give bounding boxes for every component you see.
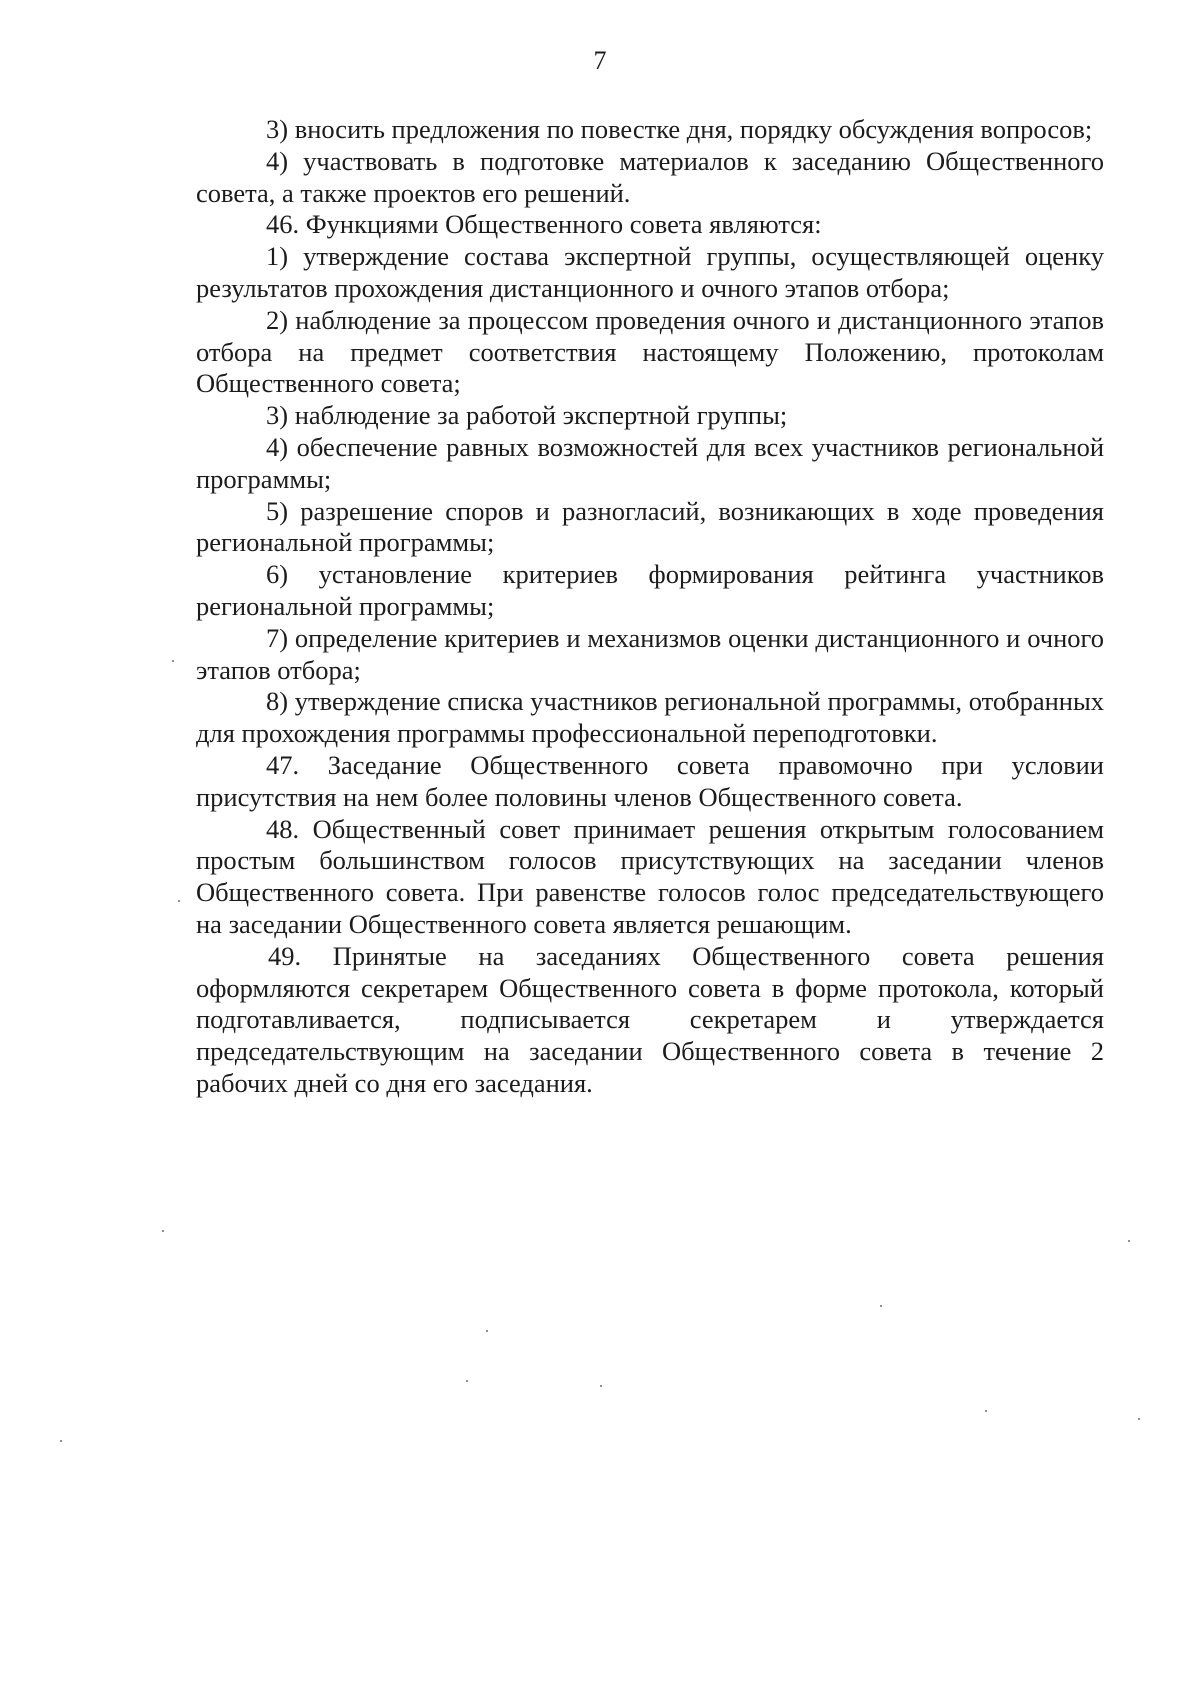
scan-speck — [466, 1380, 468, 1382]
paragraph-section-46-functions: 46. Функциями Общественного совета являются: — [266, 209, 822, 240]
paragraph-section-48-voting: 48. Общественный совет принимает решения открытым голосованием простым большинством голосов присутствующих на заседании членов Общественного совета. При равенстве голосов голос председательствующего на заседании Общественного совета является решающим. — [196, 813, 1104, 939]
scan-speck — [1138, 1418, 1140, 1420]
scan-speck — [600, 1385, 602, 1387]
paragraph-function-5: 5) разрешение споров и разногласий, возникающих в ходе проведения региональной программы; — [196, 495, 1104, 558]
scan-speck — [178, 900, 180, 902]
paragraph-function-6: 6) установление критериев формирования рейтинга участников региональной программы; — [196, 559, 1104, 621]
scan-speck — [60, 1440, 62, 1442]
paragraph-function-7: 7) определение критериев и механизмов оценки дистанционного и очного этапов отбора; — [196, 622, 1104, 685]
scan-speck — [162, 1230, 164, 1232]
scan-speck — [985, 1410, 987, 1412]
paragraph-function-8: 8) утверждение списка участников региональной программы, отобранных для прохождения программы профессиональной переподготовки. — [196, 686, 1104, 749]
scan-speck — [1128, 1240, 1130, 1242]
page-number: 7 — [593, 46, 607, 75]
scan-speck — [172, 660, 174, 662]
paragraph-function-3: 3) наблюдение за работой экспертной группы; — [266, 400, 788, 431]
paragraph-section-49-protocol: 49. Принятые на заседаниях Общественного совета решения оформляются секретарем Общественного совета в форме протокола, который подготавливается, подписывается секретарем и утверждается председательствующим на заседании Общественного совета в течение 2 рабочих дней со дня его заседания. — [196, 940, 1104, 1098]
scan-speck — [880, 1305, 882, 1307]
paragraph-section-47-quorum: 47. Заседание Общественного совета правомочно при условии присутствия на нем более половины членов Общественного совета. — [196, 749, 1104, 812]
paragraph-function-4: 4) обеспечение равных возможностей для всех участников региональной программы; — [196, 431, 1104, 494]
paragraph-function-2: 2) наблюдение за процессом проведения очного и дистанционного этапов отбора на предмет соответствия настоящему Положению, протоколам Общественного совета; — [196, 304, 1104, 399]
paragraph-item-4-prepare-materials: 4) участвовать в подготовке материалов к заседанию Общественного совета, а также проектов его решений. — [196, 145, 1104, 208]
paragraph-item-3-propose-agenda: 3) вносить предложения по повестке дня, порядку обсуждения вопросов; — [266, 114, 1093, 144]
scan-speck — [486, 1330, 488, 1332]
document-body — [196, 114, 1104, 1100]
paragraph-function-1: 1) утверждение состава экспертной группы, осуществляющей оценку результатов прохождения дистанционного и очного этапов отбора; — [196, 241, 1104, 303]
